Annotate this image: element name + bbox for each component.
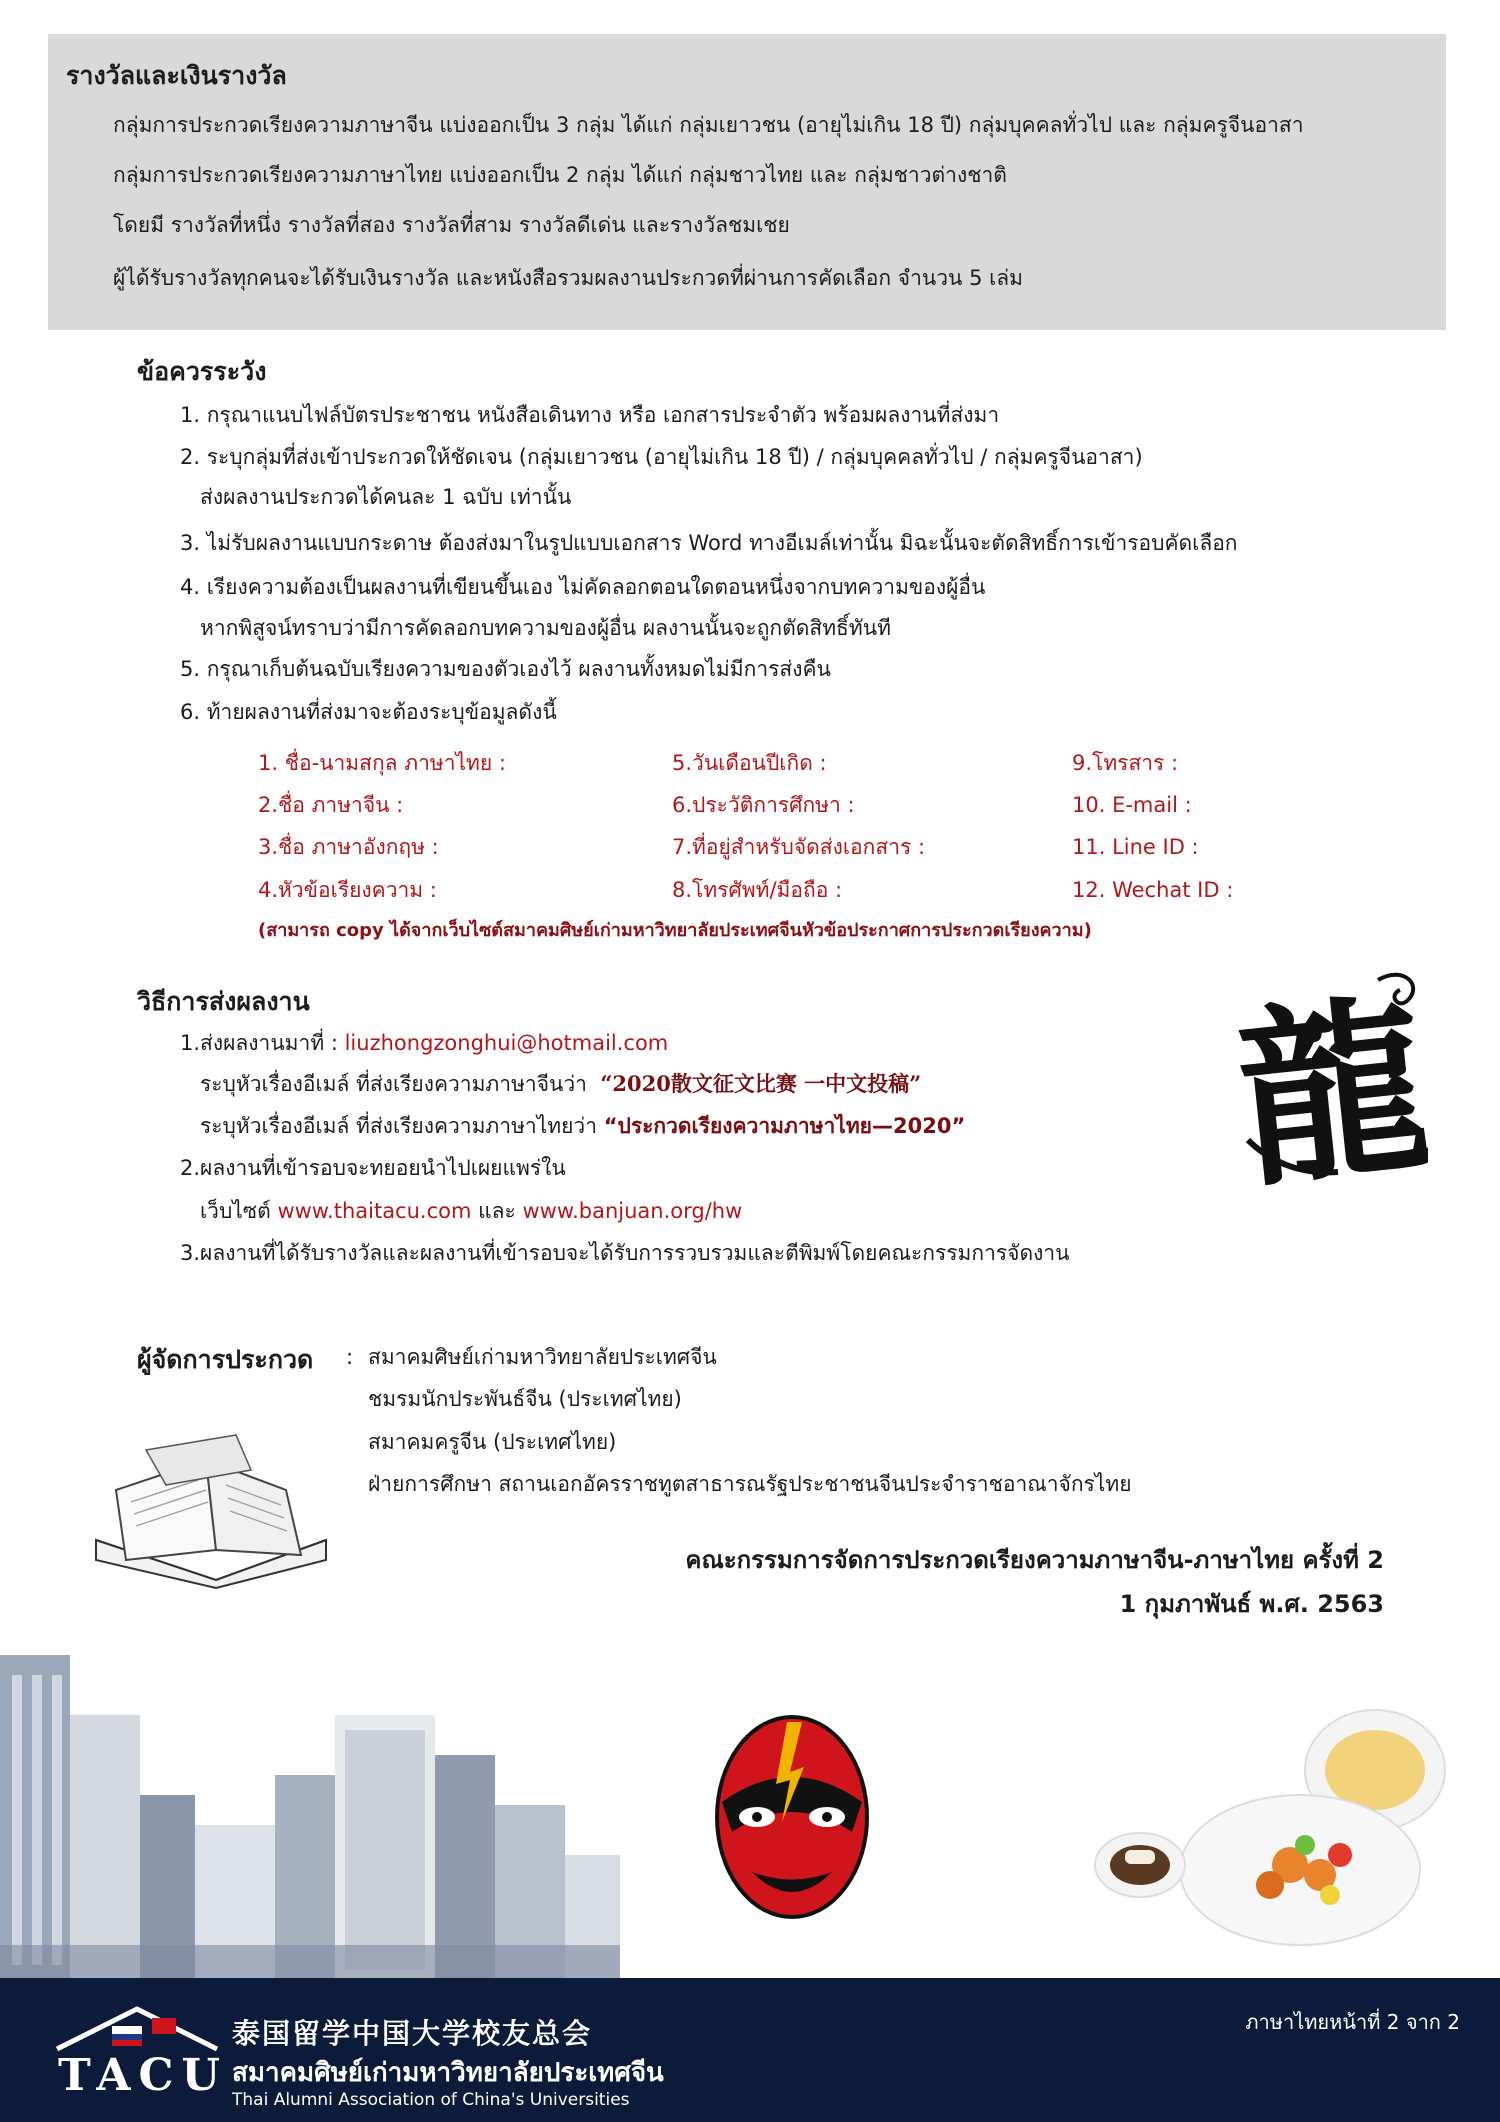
info-field: 2.ชื่อ ภาษาจีน : bbox=[258, 793, 404, 817]
city-illustration bbox=[0, 1655, 620, 1980]
dragon-icon bbox=[1228, 960, 1428, 1200]
dragon-glyph: 龍 bbox=[1228, 972, 1428, 1200]
awards-line: โดยมี รางวัลที่หนึ่ง รางวัลที่สอง รางวัลที่สาม รางวัลดีเด่น และรางวัลชมเชย bbox=[113, 213, 790, 237]
info-field: 7.ที่อยู่สำหรับจัดส่งเอกสาร : bbox=[672, 835, 926, 859]
logo-acronym: TACU bbox=[58, 2050, 228, 2101]
books-illustration bbox=[86, 1430, 336, 1590]
awards-line: กลุ่มการประกวดเรียงความภาษาไทย แบ่งออกเป็น 2 กลุ่ม ได้แก่ กลุ่มชาวไทย และ กลุ่มชาวต่างชาติ bbox=[113, 163, 1007, 187]
submission-line-label: เว็บไซต์ bbox=[200, 1199, 278, 1223]
submission-line-label: ระบุหัวเรื่องอีเมล์ ที่ส่งเรียงความภาษาไทยว่า bbox=[200, 1114, 597, 1138]
submission-line-label: และ bbox=[471, 1199, 523, 1223]
website-link[interactable]: www.banjuan.org/hw bbox=[522, 1199, 743, 1223]
submission-line bbox=[200, 1111, 965, 1141]
submission-line bbox=[200, 1196, 742, 1226]
food-illustration bbox=[1090, 1700, 1450, 1950]
logo-english-name: Thai Alumni Association of China's Universities bbox=[232, 2090, 630, 2110]
info-field: 6.ประวัติการศึกษา : bbox=[672, 793, 855, 817]
submission-line-label: 1.ส่งผลงานมาที่ : bbox=[180, 1031, 345, 1055]
submission-line: 3.ผลงานที่ได้รับรางวัลและผลงานที่เข้ารอบจะได้รับการรวบรวมและตีพิมพ์โดยคณะกรรมการจัดงาน bbox=[180, 1241, 1070, 1265]
committee-signature bbox=[685, 1538, 1384, 1626]
committee-name: คณะกรรมการจัดการประกวดเรียงความภาษาจีน-ภาษาไทย ครั้งที่ 2 bbox=[685, 1546, 1384, 1574]
thai-subject: “ประกวดเรียงความภาษาไทย—2020” bbox=[603, 1114, 966, 1138]
book-icon bbox=[86, 1430, 336, 1590]
caution-item: หากพิสูจน์ทราบว่ามีการคัดลอกบทความของผู้อื่น ผลงานนั้นจะถูกตัดสิทธิ์ทันที bbox=[200, 616, 891, 640]
organizer-item: สมาคมศิษย์เก่ามหาวิทยาลัยประเทศจีน bbox=[368, 1345, 717, 1369]
committee-date: 1 กุมภาพันธ์ พ.ศ. 2563 bbox=[1119, 1590, 1384, 1618]
caution-item: 2. ระบุกลุ่มที่ส่งเข้าประกวดให้ชัดเจน (กลุ่มเยาวชน (อายุไม่เกิน 18 ปี) / กลุ่มบุคคลทั่วไป / กลุ่มครูจีนอาสา) bbox=[180, 445, 1143, 469]
cautions-title: ข้อควรระวัง bbox=[137, 357, 267, 386]
dragon-calligraphy bbox=[1228, 960, 1428, 1200]
building-icon bbox=[0, 1655, 620, 1980]
submission-title: วิธีการส่งผลงาน bbox=[137, 987, 310, 1016]
info-field: 4.หัวข้อเรียงความ : bbox=[258, 878, 437, 902]
caution-item: 6. ท้ายผลงานที่ส่งมาจะต้องระบุข้อมูลดังนี้ bbox=[180, 700, 557, 724]
caution-item: 5. กรุณาเก็บต้นฉบับเรียงความของตัวเองไว้ ผลงานทั้งหมดไม่มีการส่งคืน bbox=[180, 657, 831, 681]
organizers-colon: : bbox=[346, 1345, 354, 1369]
info-field: 10. E-mail : bbox=[1072, 793, 1192, 817]
caution-item: 4. เรียงความต้องเป็นผลงานที่เขียนขึ้นเอง ไม่คัดลอกตอนใดตอนหนึ่งจากบทความของผู้อื่น bbox=[180, 575, 986, 599]
organizers-title: ผู้จัดการประกวด bbox=[137, 1345, 314, 1374]
info-field: 5.วันเดือนปีเกิด : bbox=[672, 751, 827, 775]
info-field: 3.ชื่อ ภาษาอังกฤษ : bbox=[258, 835, 439, 859]
copy-note: (สามารถ copy ได้จากเว็บไซต์สมาคมศิษย์เก่ามหาวิทยาลัยประเทศจีนหัวข้อประกาศการประกวดเรียงความ) bbox=[258, 920, 1092, 941]
organizer-item: สมาคมครูจีน (ประเทศไทย) bbox=[368, 1430, 617, 1454]
info-field: 1. ชื่อ-นามสกุล ภาษาไทย : bbox=[258, 751, 506, 775]
organizer-item: ฝ่ายการศึกษา สถานเอกอัครราชทูตสาธารณรัฐประชาชนจีนประจำราชอาณาจักรไทย bbox=[368, 1472, 1132, 1496]
caution-item: 1. กรุณาแนบไฟล์บัตรประชาชน หนังสือเดินทาง หรือ เอกสารประจำตัว พร้อมผลงานที่ส่งมา bbox=[180, 403, 1000, 427]
awards-line: ผู้ได้รับรางวัลทุกคนจะได้รับเงินรางวัล และหนังสือรวมผลงานประกวดที่ผ่านการคัดเลือก จำนวน 5 เล่ม bbox=[113, 266, 1024, 290]
logo-chinese-name: 泰国留学中国大学校友总会 bbox=[232, 2017, 593, 2050]
logo-roof-icon bbox=[52, 2004, 222, 2054]
email-link[interactable]: liuzhongzonghui@hotmail.com bbox=[344, 1031, 669, 1055]
page-number: ภาษาไทยหน้าที่ 2 จาก 2 bbox=[1245, 2010, 1460, 2034]
organizer-item: ชมรมนักประพันธ์จีน (ประเทศไทย) bbox=[368, 1387, 682, 1411]
awards-title: รางวัลและเงินรางวัล bbox=[66, 61, 287, 90]
awards-line: กลุ่มการประกวดเรียงความภาษาจีน แบ่งออกเป็น 3 กลุ่ม ได้แก่ กลุ่มเยาวชน (อายุไม่เกิน 18 ปี) กลุ่มบุคคลทั่วไป และ กลุ่มครูจีนอาสา bbox=[113, 113, 1304, 137]
website-link[interactable]: www.thaitacu.com bbox=[277, 1199, 472, 1223]
info-field: 12. Wechat ID : bbox=[1072, 878, 1234, 902]
caution-item: 3. ไม่รับผลงานแบบกระดาษ ต้องส่งมาในรูปแบบเอกสาร Word ทางอีเมล์เท่านั้น มิฉะนั้นจะตัดสิทธิ์การเข้ารอบคัดเลือก bbox=[180, 531, 1238, 555]
chinese-subject: “2020散文征文比赛 一中文投稿” bbox=[600, 1071, 922, 1096]
info-field: 11. Line ID : bbox=[1072, 835, 1199, 859]
logo-thai-name: สมาคมศิษย์เก่ามหาวิทยาลัยประเทศจีน bbox=[232, 2058, 664, 2088]
info-field: 8.โทรศัพท์/มือถือ : bbox=[672, 878, 843, 902]
logo-roof bbox=[52, 2004, 222, 2054]
food-icon bbox=[1090, 1700, 1450, 1950]
submission-line bbox=[180, 1028, 668, 1058]
submission-line: 2.ผลงานที่เข้ารอบจะทยอยนำไปเผยแพร่ใน bbox=[180, 1156, 566, 1180]
info-field: 9.โทรสาร : bbox=[1072, 751, 1179, 775]
opera-mask-icon bbox=[712, 1712, 872, 1922]
opera-mask-illustration bbox=[712, 1712, 872, 1922]
caution-item: ส่งผลงานประกวดได้คนละ 1 ฉบับ เท่านั้น bbox=[200, 485, 572, 509]
submission-line bbox=[200, 1069, 921, 1099]
submission-line-label: ระบุหัวเรื่องอีเมล์ ที่ส่งเรียงความภาษาจีนว่า bbox=[200, 1072, 587, 1096]
